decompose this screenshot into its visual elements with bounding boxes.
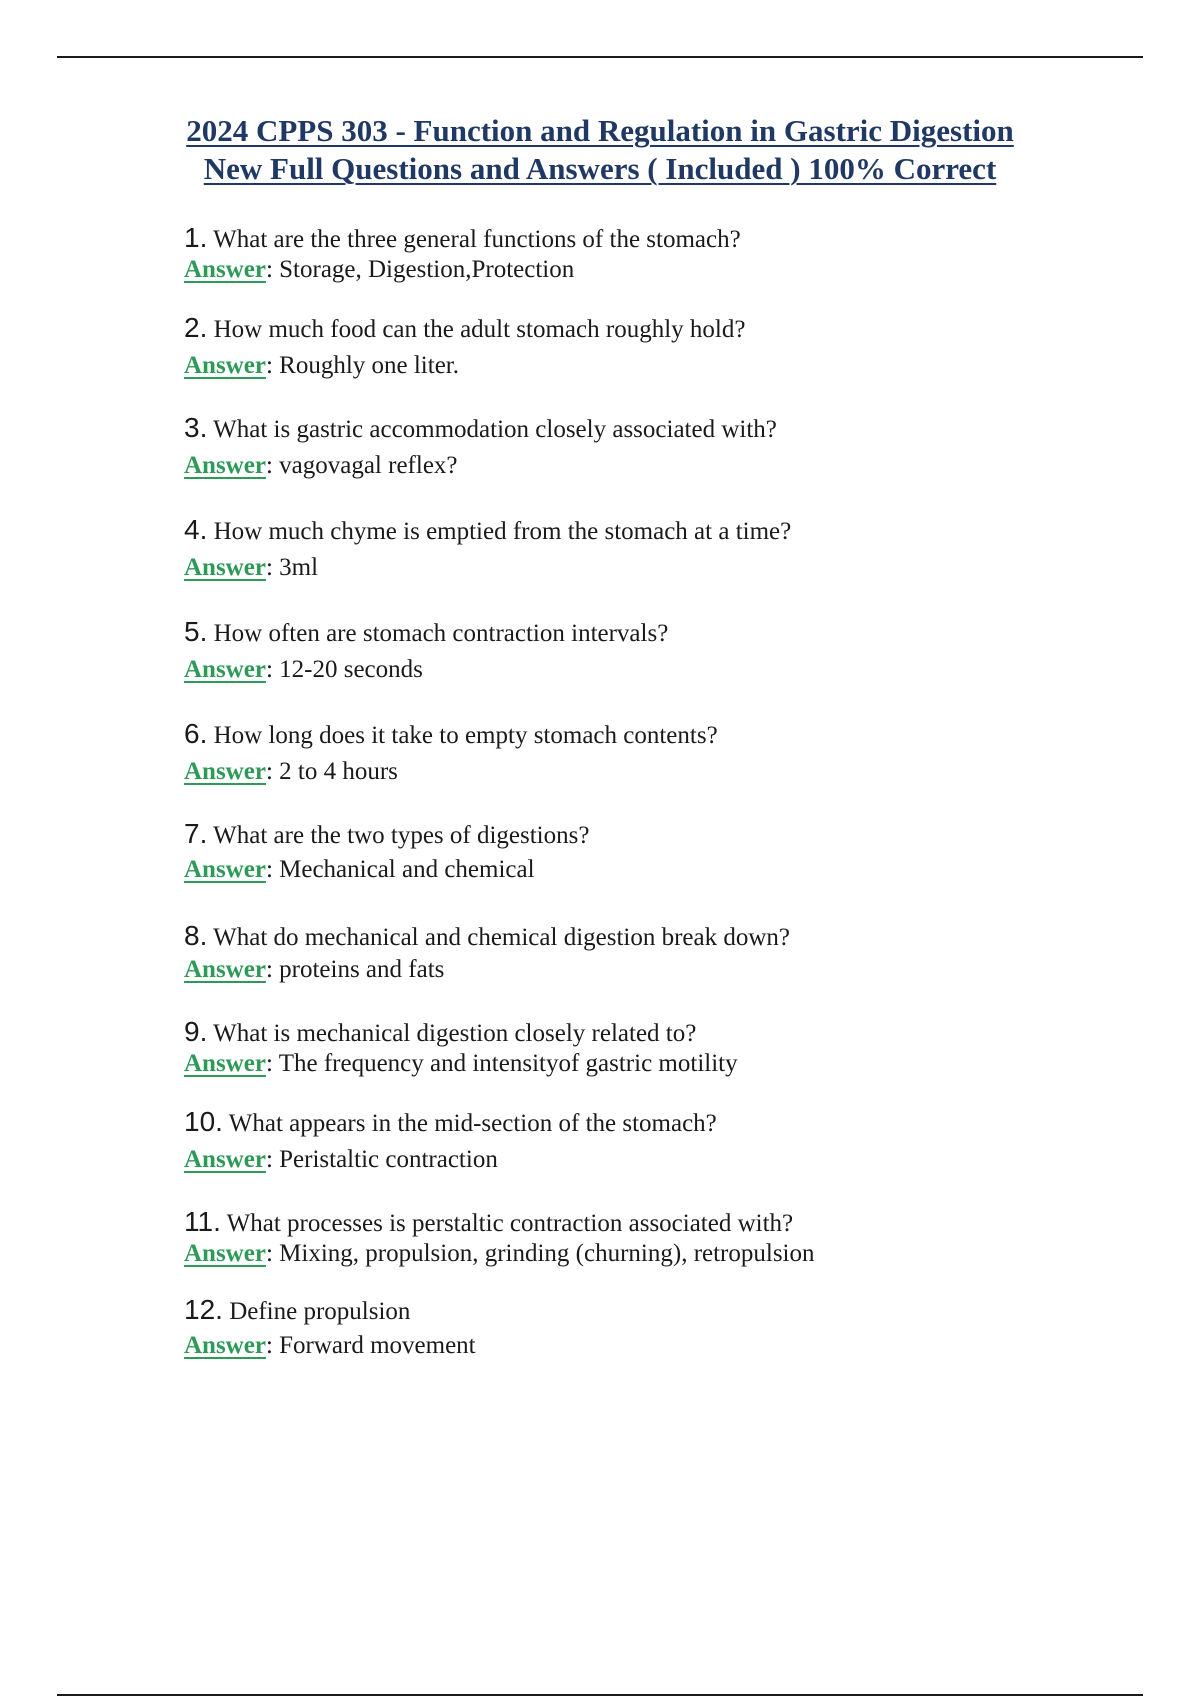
question-text: How much chyme is emptied from the stomach at a time? <box>213 518 792 545</box>
question-number: 4. <box>184 514 208 545</box>
question-text: What processes is perstaltic contraction associated with? <box>226 1210 794 1237</box>
answer <box>184 756 1144 788</box>
answer-separator: : <box>265 856 273 883</box>
question-number: 9. <box>184 1016 208 1047</box>
answer-separator: : <box>265 956 273 983</box>
question <box>184 616 1144 650</box>
qa-item <box>184 1294 1144 1362</box>
qa-item <box>184 1106 1144 1176</box>
answer-text: vagovagal reflex? <box>279 452 458 479</box>
question-text: What appears in the mid-section of the stomach? <box>228 1110 717 1137</box>
qa-item <box>184 514 1144 584</box>
question <box>184 412 1144 446</box>
answer-separator: : <box>265 256 273 283</box>
qa-item <box>184 312 1144 382</box>
answer-separator: : <box>265 452 273 479</box>
question-text: How long does it take to empty stomach contents? <box>213 722 718 749</box>
question <box>184 222 1144 256</box>
answer-text: Roughly one liter. <box>279 352 459 379</box>
title-line-2: New Full Questions and Answers ( Included ) 100% Correct <box>203 151 997 186</box>
answer-separator: : <box>265 352 273 379</box>
answer <box>184 450 1144 482</box>
answer <box>184 854 1144 886</box>
answer <box>184 254 1144 286</box>
question-number: 10. <box>184 1106 223 1137</box>
answer-label: Answer <box>184 256 266 283</box>
qa-item <box>184 412 1144 482</box>
title-line-1: 2024 CPPS 303 - Function and Regulation in Gastric Digestion <box>186 113 1014 148</box>
answer-text: Forward movement <box>279 1332 476 1359</box>
answer-separator: : <box>265 1050 273 1077</box>
answer-label: Answer <box>184 1332 266 1359</box>
answer-text: The frequency and intensityof gastric motility <box>278 1050 738 1077</box>
qa-item <box>184 818 1144 886</box>
question-number: 2. <box>184 312 208 343</box>
answer-label: Answer <box>184 452 266 479</box>
question-number: 7. <box>184 818 208 849</box>
question <box>184 1016 1144 1050</box>
question-number: 5. <box>184 616 208 647</box>
question-text: How often are stomach contraction intervals? <box>213 620 669 647</box>
answer-label: Answer <box>184 1146 266 1173</box>
question-number: 8. <box>184 920 208 951</box>
question-number: 3. <box>184 412 208 443</box>
answer-separator: : <box>265 758 273 785</box>
qa-item <box>184 718 1144 788</box>
answer-text: Mixing, propulsion, grinding (churning), retropulsion <box>279 1240 815 1267</box>
question <box>184 1206 1144 1240</box>
question-text: How much food can the adult stomach roughly hold? <box>213 316 746 343</box>
bottom-rule <box>57 1694 1143 1696</box>
answer <box>184 654 1144 686</box>
qa-item <box>184 920 1144 986</box>
question-text: What are the three general functions of the stomach? <box>213 226 741 253</box>
question <box>184 1294 1144 1328</box>
answer-text: Peristaltic contraction <box>279 1146 498 1173</box>
answer-label: Answer <box>184 758 266 785</box>
question-text: What is mechanical digestion closely related to? <box>213 1020 697 1047</box>
question-number: 11. <box>184 1206 221 1237</box>
question <box>184 312 1144 346</box>
answer <box>184 1238 1144 1270</box>
qa-item <box>184 1016 1144 1080</box>
answer-label: Answer <box>184 352 266 379</box>
qa-item <box>184 222 1144 286</box>
question <box>184 818 1144 852</box>
answer <box>184 350 1144 382</box>
question-text: Define propulsion <box>229 1298 411 1325</box>
answer <box>184 1330 1144 1362</box>
question-number: 1. <box>184 222 208 253</box>
answer <box>184 954 1144 986</box>
question-text: What do mechanical and chemical digestion break down? <box>213 924 791 951</box>
answer <box>184 552 1144 584</box>
question-answer-list <box>184 222 1144 1362</box>
question <box>184 920 1144 954</box>
document-title <box>0 112 1200 188</box>
question-number: 12. <box>184 1294 223 1325</box>
qa-item <box>184 616 1144 686</box>
answer <box>184 1048 1144 1080</box>
qa-item <box>184 1206 1144 1270</box>
answer-label: Answer <box>184 1050 266 1077</box>
answer-text: 3ml <box>279 554 319 581</box>
answer-label: Answer <box>184 856 266 883</box>
answer-separator: : <box>265 656 273 683</box>
question <box>184 1106 1144 1140</box>
answer-text: Mechanical and chemical <box>279 856 535 883</box>
question-text: What are the two types of digestions? <box>213 822 590 849</box>
answer-text: 12-20 seconds <box>279 656 423 683</box>
answer-separator: : <box>265 1332 273 1359</box>
answer-separator: : <box>265 1146 273 1173</box>
answer-text: 2 to 4 hours <box>279 758 398 785</box>
answer <box>184 1144 1144 1176</box>
answer-label: Answer <box>184 554 266 581</box>
question-text: What is gastric accommodation closely associated with? <box>213 416 777 443</box>
answer-separator: : <box>265 1240 273 1267</box>
answer-separator: : <box>265 554 273 581</box>
question-number: 6. <box>184 718 208 749</box>
question <box>184 514 1144 548</box>
answer-label: Answer <box>184 1240 266 1267</box>
answer-text: proteins and fats <box>279 956 445 983</box>
answer-text: Storage, Digestion,Protection <box>279 256 575 283</box>
answer-label: Answer <box>184 956 266 983</box>
answer-label: Answer <box>184 656 266 683</box>
question <box>184 718 1144 752</box>
top-rule <box>57 56 1143 58</box>
